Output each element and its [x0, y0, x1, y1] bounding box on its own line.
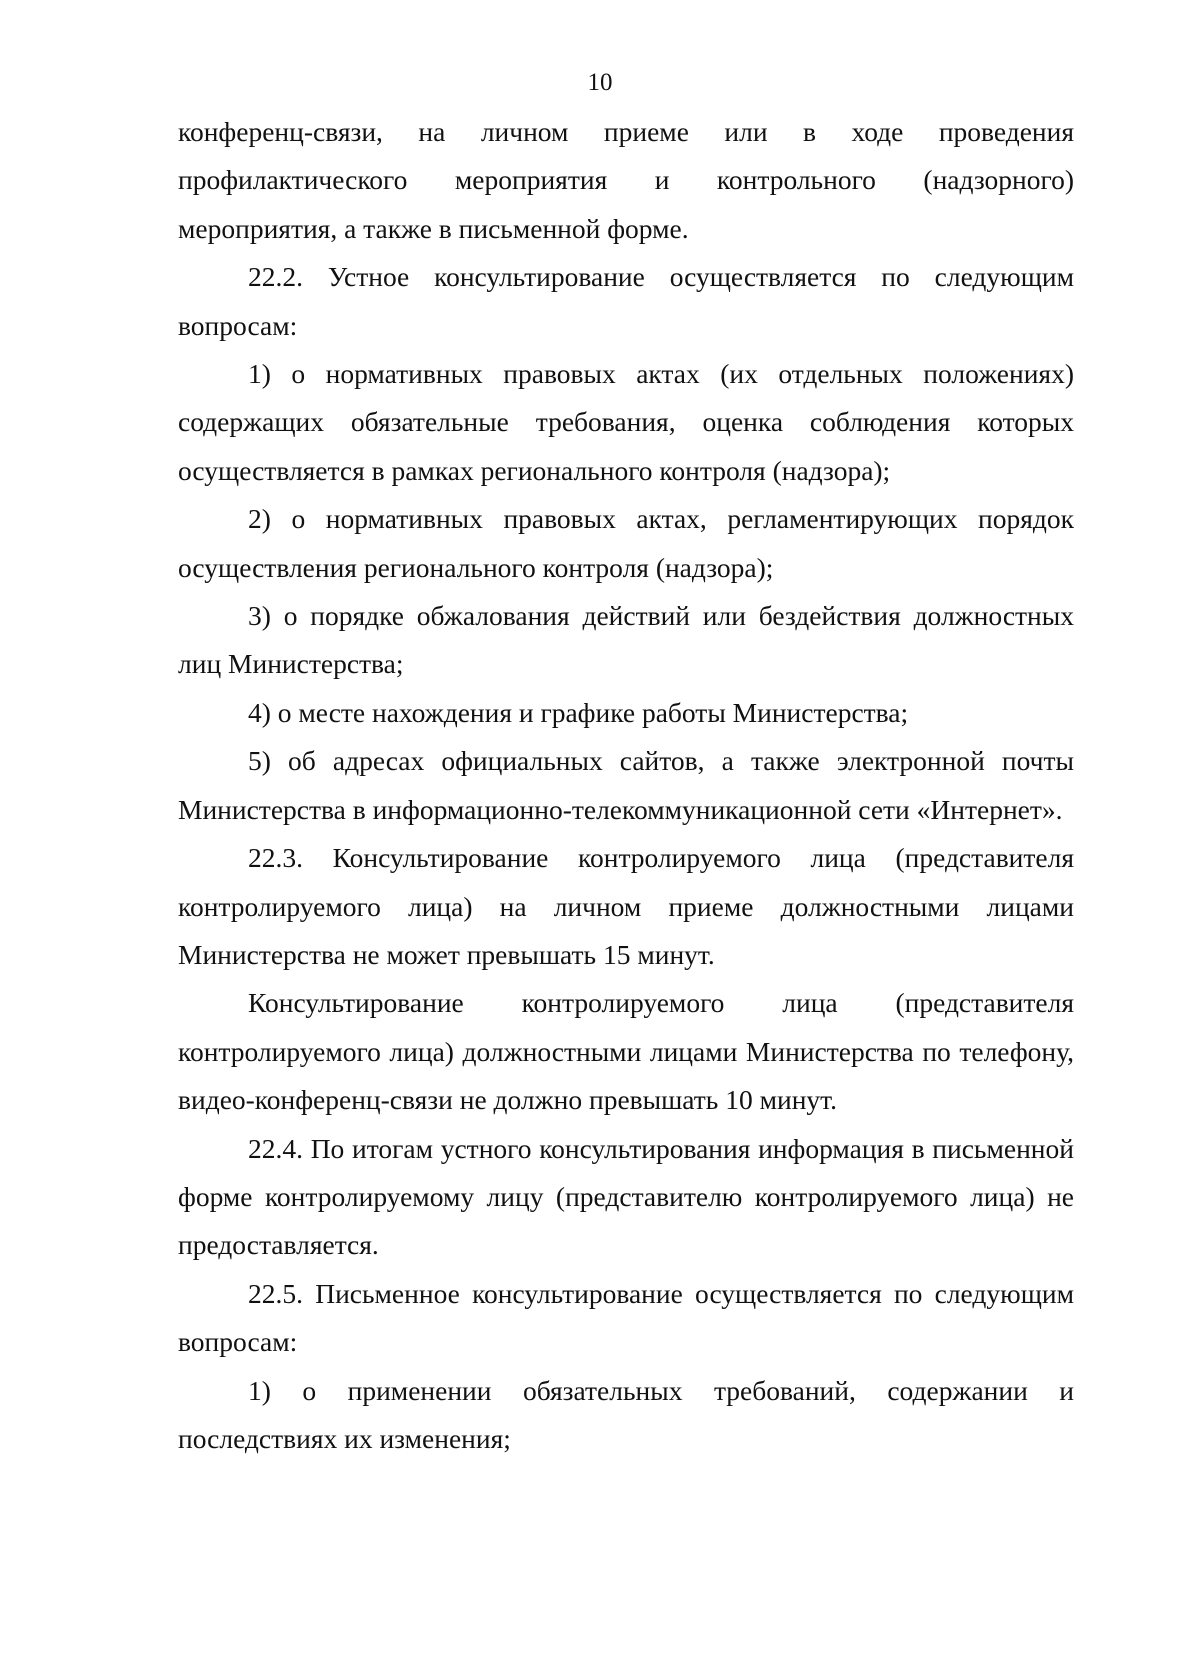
- paragraph: 22.3. Консультирование контролируемого лица (представителя контролируемого лица) на личном приеме должностными лицами Министерства не может превышать 15 минут.: [178, 842, 1074, 970]
- document-body: [178, 108, 1074, 1463]
- paragraph: Консультирование контролируемого лица (представителя контролируемого лица) должностными лицами Министерства по телефону, видео-конференц-связи не должно превышать 10 минут.: [178, 987, 1074, 1116]
- paragraph: 22.4. По итогам устного консультирования информация в письменной форме контролируемому лицу (представителю контролируемого лица) не предоставляется.: [178, 1132, 1074, 1261]
- paragraph: 3) о порядке обжалования действий или бездействия должностных лиц Министерства;: [178, 600, 1074, 680]
- page-number: 10: [587, 69, 613, 96]
- paragraph: 1) о применении обязательных требований, содержании и последствиях их изменения;: [178, 1374, 1074, 1454]
- paragraph: 4) о месте нахождения и графике работы Министерства;: [248, 696, 909, 728]
- paragraph: 2) о нормативных правовых актах, регламентирующих порядок осуществления регионального контроля (надзора);: [178, 503, 1074, 583]
- paragraph: конференц-связи, на личном приеме или в ходе проведения профилактического мероприятия и контрольного (надзорного) мероприятия, а также в письменной форме.: [178, 116, 1074, 244]
- paragraph: 22.2. Устное консультирование осуществляется по следующим вопросам:: [178, 261, 1074, 341]
- paragraph: 1) о нормативных правовых актах (их отдельных положениях) содержащих обязательные требования, оценка соблюдения которых осуществляется в рамках регионального контроля (надзора);: [178, 358, 1074, 486]
- paragraph: 22.5. Письменное консультирование осуществляется по следующим вопросам:: [178, 1277, 1074, 1358]
- paragraph: 5) об адресах официальных сайтов, а также электронной почты Министерства в информационно-телекоммуникационной сети «Интернет».: [178, 745, 1074, 825]
